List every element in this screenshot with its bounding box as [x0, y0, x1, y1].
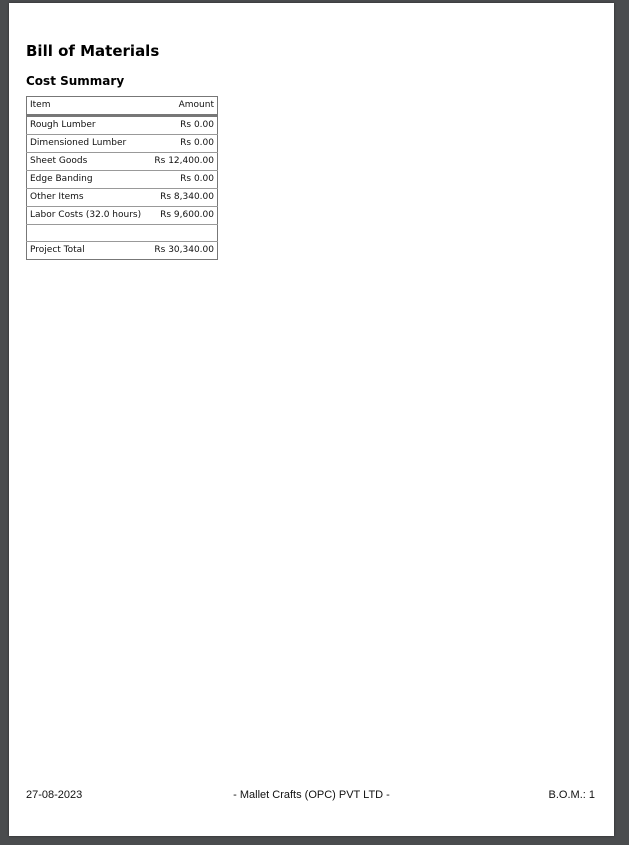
cell-item: Rough Lumber — [27, 116, 149, 135]
spacer-cell — [149, 225, 218, 242]
footer-company: - Mallet Crafts (OPC) PVT LTD - — [233, 789, 390, 801]
section-title: Cost Summary — [26, 74, 125, 88]
table-row — [27, 153, 218, 171]
table-row — [27, 171, 218, 189]
table-row — [27, 116, 218, 135]
column-header-item: Item — [27, 97, 149, 116]
table-row — [27, 207, 218, 225]
footer-page-label: B.O.M.: 1 — [548, 789, 595, 801]
spacer-row — [27, 225, 218, 242]
cell-item: Other Items — [27, 189, 149, 207]
table-row — [27, 135, 218, 153]
document-page — [9, 3, 614, 836]
cell-amount: Rs 9,600.00 — [149, 207, 218, 225]
cell-item: Edge Banding — [27, 171, 149, 189]
cell-item: Labor Costs (32.0 hours) — [27, 207, 149, 225]
cell-amount: Rs 12,400.00 — [149, 153, 218, 171]
column-header-amount: Amount — [149, 97, 218, 116]
total-label: Project Total — [30, 245, 85, 255]
table-header-row — [27, 97, 218, 116]
footer-date: 27-08-2023 — [26, 789, 83, 801]
total-row — [27, 242, 218, 260]
document-title: Bill of Materials — [26, 42, 160, 60]
spacer-cell — [27, 225, 149, 242]
total-amount: Rs 30,340.00 — [154, 245, 214, 255]
cell-amount: Rs 0.00 — [149, 116, 218, 135]
cell-amount: Rs 0.00 — [149, 135, 218, 153]
cell-item: Dimensioned Lumber — [27, 135, 149, 153]
table-row — [27, 189, 218, 207]
cost-summary-table — [26, 96, 218, 260]
cell-amount: Rs 8,340.00 — [149, 189, 218, 207]
cell-item: Sheet Goods — [27, 153, 149, 171]
cell-amount: Rs 0.00 — [149, 171, 218, 189]
